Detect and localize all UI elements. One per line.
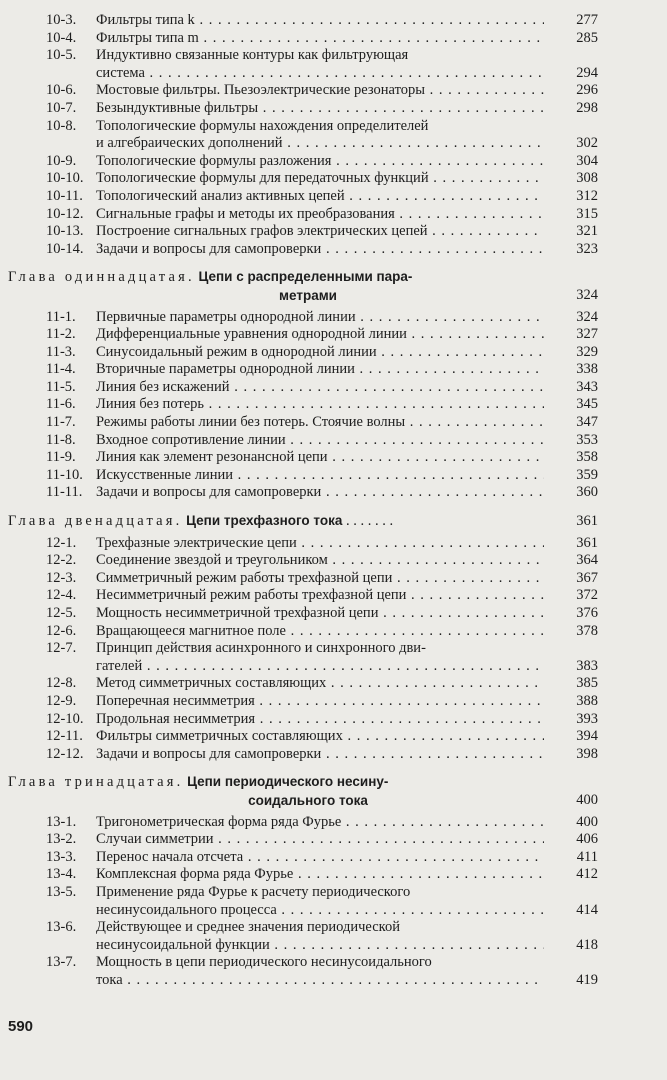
entry-number: 10-7.	[46, 99, 77, 116]
entry-title: Фильтры типа m . . .	[96, 30, 544, 48]
entry-title: Входное сопротивление линии . . .	[96, 432, 544, 450]
entry-page: 367	[576, 569, 598, 586]
chapter-heading: Глава двенадцатая. Цепи трехфазного тока . . . . . . . 361	[8, 513, 598, 530]
toc-entry	[46, 343, 598, 362]
chapter-page: 324	[576, 286, 598, 303]
entry-title: Перенос начала отсчета . . .	[96, 849, 544, 867]
entry-page: 298	[576, 99, 598, 116]
chapter-prefix: Глава двенадцатая.	[8, 513, 183, 530]
entry-title: Тригонометрическая форма ряда Фурье . . .	[96, 814, 544, 832]
entry-title: Задачи и вопросы для самопроверки . . .	[96, 241, 544, 259]
toc-entry	[46, 12, 598, 30]
toc-entry	[46, 152, 598, 171]
entry-title: несинусоидальной функции . . .	[96, 937, 544, 955]
entry-page: 302	[576, 135, 598, 152]
entry-page: 398	[576, 745, 598, 762]
toc-entry	[46, 552, 598, 570]
entry-number: 10-10.	[46, 170, 84, 187]
entry-title: Метод симметричных составляющих . . .	[96, 675, 544, 693]
toc-entry	[46, 569, 598, 588]
entry-number: 11-7.	[46, 414, 76, 431]
toc-entry	[46, 692, 598, 711]
entry-page: 277	[576, 12, 598, 28]
entry-title: Топологический анализ активных цепей . . .	[96, 188, 544, 206]
toc-entry	[46, 414, 598, 432]
entry-number: 11-8.	[46, 431, 76, 448]
toc-entry	[46, 813, 598, 832]
entry-number: 11-11.	[46, 484, 83, 501]
entry-title: Вторичные параметры однородной линии . . .	[96, 361, 544, 379]
entry-number: 10-5.	[46, 47, 77, 64]
entry-page: 321	[576, 223, 598, 240]
toc-entry	[46, 919, 598, 954]
toc-entry	[46, 99, 598, 118]
entry-number: 10-14.	[46, 240, 84, 257]
entry-number: 12-10.	[46, 710, 84, 727]
entry-number: 11-6.	[46, 396, 76, 413]
entry-page: 393	[576, 710, 598, 727]
entry-page: 308	[576, 170, 598, 187]
entry-title: Несимметричный режим работы трехфазной цепи . . .	[96, 587, 544, 605]
entry-page: 285	[576, 29, 598, 46]
entry-title: Первичные параметры однородной линии . . .	[96, 309, 544, 327]
entry-number: 13-7.	[46, 954, 77, 971]
entry-number: 10-13.	[46, 223, 84, 240]
chapter-title: Цепи трехфазного тока	[186, 513, 343, 529]
entry-title: Сигнальные графы и методы их преобразования . . .	[96, 206, 544, 224]
toc-entry	[46, 326, 598, 344]
toc-entry	[46, 848, 598, 867]
entry-title: Поперечная несимметрия . . .	[96, 693, 544, 711]
entry-page: 419	[576, 971, 598, 988]
toc-entry	[46, 240, 598, 259]
entry-page: 312	[576, 187, 598, 204]
entry-title: Задачи и вопросы для самопроверки . . .	[96, 484, 544, 502]
entry-page: 414	[576, 901, 598, 918]
entry-number: 12-12.	[46, 745, 84, 762]
entry-number: 11-9.	[46, 449, 76, 466]
chapter-prefix: Глава тринадцатая.	[8, 774, 184, 791]
entry-page: 329	[576, 343, 598, 360]
entry-number: 10-11.	[46, 187, 83, 204]
entry-page: 294	[576, 64, 598, 81]
entry-title: несинусоидального процесса . . .	[96, 902, 544, 920]
entry-title: Соединение звездой и треугольником . . .	[96, 552, 544, 570]
entry-title: Фильтры типа k . . .	[96, 12, 544, 30]
toc-entry	[46, 728, 598, 746]
entry-title: Топологические формулы разложения . . .	[96, 153, 544, 171]
entry-page: 364	[576, 552, 598, 569]
entry-page: 296	[576, 82, 598, 99]
entry-number: 13-6.	[46, 919, 77, 936]
entry-number: 12-1.	[46, 534, 77, 551]
toc-entry	[46, 866, 598, 884]
chapter-title: Цепи с распределенными пара-	[198, 269, 413, 285]
toc-entry	[46, 378, 598, 397]
toc-entry	[46, 587, 598, 605]
toc-entry	[46, 640, 598, 675]
entry-title: Топологические формулы для передаточных функций . . .	[96, 170, 544, 188]
toc-entry	[46, 47, 598, 82]
entry-page: 383	[576, 657, 598, 674]
entry-number: 12-7.	[46, 640, 77, 657]
entry-page: 353	[576, 431, 598, 448]
toc-entry	[46, 29, 598, 48]
entry-page: 323	[576, 240, 598, 257]
toc-entry	[46, 361, 598, 379]
toc-entry	[46, 883, 598, 919]
entry-number: 12-2.	[46, 552, 77, 569]
entry-title: система . . .	[96, 65, 544, 83]
entry-page: 324	[576, 308, 598, 325]
chapter-title-continued: соидального тока	[248, 792, 368, 808]
toc-entry	[46, 484, 598, 502]
toc-entry	[46, 622, 598, 641]
entry-number: 13-5.	[46, 883, 77, 900]
toc-entry	[46, 449, 598, 467]
entry-title: Построение сигнальных графов электрических цепей . . .	[96, 223, 544, 241]
entry-title: Задачи и вопросы для самопроверки . . .	[96, 746, 544, 764]
entry-number: 12-3.	[46, 569, 77, 586]
chapter-page: 361	[576, 513, 598, 530]
toc-entry	[46, 605, 598, 623]
entry-page: 418	[576, 936, 598, 953]
entry-title: Линия как элемент резонансной цепи . . .	[96, 449, 544, 467]
entry-title: Мостовые фильтры. Пьезоэлектрические резонаторы . . .	[96, 82, 544, 100]
entry-page: 412	[576, 866, 598, 883]
toc-entry	[46, 831, 598, 849]
entry-number: 10-4.	[46, 29, 77, 46]
entry-page: 347	[576, 414, 598, 431]
entry-page: 378	[576, 622, 598, 639]
entry-number: 12-8.	[46, 675, 77, 692]
entry-page: 388	[576, 692, 598, 709]
entry-number: 10-3.	[46, 12, 77, 28]
toc-entry	[46, 170, 598, 188]
entry-number: 13-3.	[46, 848, 77, 865]
entry-title: Действующее и среднее значения периодической	[96, 919, 400, 936]
entry-title: Дифференциальные уравнения однородной линии . . .	[96, 326, 544, 344]
entry-title: Случаи симметрии . . .	[96, 831, 544, 849]
entry-title: Вращающееся магнитное поле . . .	[96, 623, 544, 641]
entry-title: Мощность несимметричной трехфазной цепи . . .	[96, 605, 544, 623]
entry-number: 11-2.	[46, 326, 76, 343]
entry-title: Линия без искажений . . .	[96, 379, 544, 397]
entry-number: 11-4.	[46, 361, 76, 378]
page-number: 590	[8, 1018, 34, 1035]
entry-page: 358	[576, 449, 598, 466]
chapter-heading	[8, 773, 598, 809]
entry-page: 411	[576, 848, 598, 865]
entry-title: Фильтры симметричных составляющих . . .	[96, 728, 544, 746]
entry-title: Линия без потерь . . .	[96, 396, 544, 414]
toc-entry	[46, 396, 598, 414]
toc-entry	[46, 431, 598, 450]
entry-title: Трехфазные электрические цепи . . .	[96, 535, 544, 553]
toc-entry	[46, 954, 598, 989]
entry-number: 11-1.	[46, 308, 76, 325]
entry-title: Индуктивно связанные контуры как фильтрующая	[96, 47, 409, 64]
entry-number: 13-2.	[46, 831, 77, 848]
chapter-heading	[8, 268, 598, 304]
entry-page: 400	[576, 813, 598, 830]
toc-entry	[46, 308, 598, 327]
entry-title: тока . . .	[96, 972, 544, 990]
entry-number: 10-8.	[46, 117, 77, 134]
entry-title: Продольная несимметрия . . .	[96, 711, 544, 729]
entry-title: Топологические формулы нахождения определителей	[96, 117, 429, 134]
entry-number: 11-3.	[46, 343, 76, 360]
entry-page: 315	[576, 205, 598, 222]
entry-number: 12-6.	[46, 622, 77, 639]
entry-number: 10-12.	[46, 205, 84, 222]
entry-page: 376	[576, 605, 598, 621]
entry-title: Синусоидальный режим в однородной линии . . .	[96, 344, 544, 362]
entry-number: 12-11.	[46, 728, 83, 745]
entry-number: 11-5.	[46, 378, 76, 395]
entry-page: 406	[576, 831, 598, 848]
entry-page: 360	[576, 484, 598, 501]
entry-title: Искусственные линии . . .	[96, 467, 544, 485]
entry-number: 13-4.	[46, 866, 77, 883]
entry-title: Мощность в цепи периодического несинусоидального	[96, 954, 432, 971]
toc-entry	[46, 675, 598, 693]
entry-title: Режимы работы линии без потерь. Стоячие волны . . .	[96, 414, 544, 432]
toc-entry	[46, 82, 598, 100]
entry-page: 385	[576, 675, 598, 692]
entry-page: 361	[576, 534, 598, 551]
entry-number: 10-9.	[46, 152, 77, 169]
entry-page: 327	[576, 326, 598, 343]
toc-entry	[46, 534, 598, 553]
entry-title: Применение ряда Фурье к расчету периодического	[96, 883, 411, 900]
entry-title: Безындуктивные фильтры . . .	[96, 100, 544, 118]
toc-entry	[46, 205, 598, 224]
entry-number: 10-6.	[46, 82, 77, 99]
entry-page: 343	[576, 378, 598, 395]
entry-title: и алгебраических дополнений . . .	[96, 135, 544, 153]
toc-entry	[46, 117, 598, 153]
entry-number: 12-4.	[46, 587, 77, 604]
chapter-page: 400	[576, 791, 598, 808]
entry-number: 13-1.	[46, 813, 77, 830]
entry-page: 338	[576, 361, 598, 378]
entry-number: 12-9.	[46, 692, 77, 709]
chapter-title: Цепи периодического несину-	[187, 774, 389, 790]
table-of-contents	[0, 12, 667, 989]
toc-entry	[46, 187, 598, 206]
chapter-title-continued: метрами	[279, 287, 337, 303]
entry-number: 12-5.	[46, 605, 77, 621]
toc-entry	[46, 223, 598, 241]
toc-entry	[46, 466, 598, 485]
entry-page: 345	[576, 396, 598, 413]
entry-page: 372	[576, 587, 598, 604]
entry-page: 304	[576, 152, 598, 169]
entry-page: 359	[576, 466, 598, 483]
entry-title: гателей . . .	[96, 658, 544, 676]
toc-entry	[46, 745, 598, 764]
entry-title: Симметричный режим работы трехфазной цепи . . .	[96, 570, 544, 588]
entry-number: 11-10.	[46, 466, 83, 483]
entry-title: Принцип действия асинхронного и синхронного дви-	[96, 640, 426, 657]
toc-entry	[46, 710, 598, 729]
chapter-prefix: Глава одиннадцатая.	[8, 269, 195, 286]
entry-title: Комплексная форма ряда Фурье . . .	[96, 866, 544, 884]
entry-page: 394	[576, 728, 598, 745]
